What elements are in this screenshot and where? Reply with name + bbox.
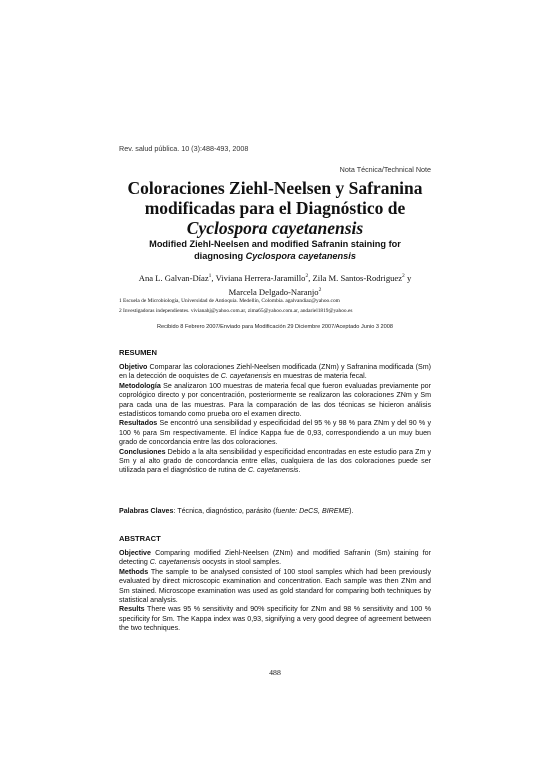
resultados-label: Resultados — [119, 419, 158, 428]
resumen-heading: RESUMEN — [119, 348, 157, 357]
objective-italic: C. cayetanensis — [149, 558, 201, 567]
title-line-3: Cyclospora cayetanensis — [186, 218, 364, 238]
conclusiones-text: Debido a la alta sensibilidad y especificidad encontradas en este estudio para Zm y Sm y al alto grado de concordancia entre ellas, cualquiera de las dos coloraciones puede ser utilizada para el diagnóstico de rutina de — [119, 447, 431, 475]
objetivo-italic: C. cayetanensis — [220, 372, 272, 381]
received-dates: Recibido 8 Febrero 2007/Enviado para Modificación 29 Diciembre 2007/Aceptado Junio 3 2008 — [156, 324, 394, 330]
keywords-label: Palabras Claves — [119, 507, 174, 515]
subtitle-prefix: diagnosing — [194, 250, 246, 261]
title-line-2: modificadas para el Diagnóstico de — [144, 198, 406, 218]
objetivo-label: Objetivo — [119, 363, 148, 371]
methods-text: The sample to be analysed consisted of 100 stool samples which had been previously evaluated by direct microscopic examination and concentration. Each sample was then ZNm and Sm stained. Microscope examination was used as gold standard for comparing both techniques by statistical analysis. — [119, 567, 431, 605]
objetivo-text: Comparar las coloraciones Ziehl-Neelsen modificada (ZNm) y Safranina modificada (Sm) en la detección de ooquistes de — [119, 363, 431, 381]
english-subtitle — [110, 239, 440, 262]
affiliations — [119, 296, 439, 316]
subtitle-line-2 — [110, 251, 440, 263]
subtitle-line-1: Modified Ziehl-Neelsen and modified Safranin staining for — [149, 239, 401, 249]
abstract-body — [119, 549, 431, 634]
journal-reference: Rev. salud pública. 10 (3):488-493, 2008 — [119, 144, 249, 153]
author-list — [110, 270, 440, 298]
metodologia-text: Se analizaron 100 muestras de materia fecal que fueron evaluadas previamente por coprológico directo y por concentración, posteriormente se realizaron las coloraciones ZNm y Sm para cada una de las muestras. Para la comparación de las dos técnicas se hicieron análisis estadísticos tomando como prueba oro el examen directo. — [119, 381, 431, 419]
subtitle-italic: Cyclospora cayetanensis — [245, 250, 356, 261]
keywords-source: fuente: DeCS, BIREME — [275, 507, 350, 515]
author-1-sup: 1 — [208, 273, 212, 279]
objective-tail: oocysts in stool samples. — [200, 558, 282, 567]
author-1: Ana L. Galvan-Díaz — [138, 272, 209, 283]
methods-label: Methods — [119, 567, 149, 576]
authors-line-1 — [110, 270, 440, 284]
page-number: 488 — [269, 668, 281, 677]
objective-text: Comparing modified Ziehl-Neelsen (ZNm) and modified Safranin (Sm) staining for detecting — [119, 549, 431, 567]
paper-title — [100, 178, 450, 238]
objective-label: Objective — [119, 549, 151, 557]
resumen-body — [119, 363, 431, 476]
resultados-text: Se encontró una sensibilidad y especificidad del 95 % y 98 % para ZNm y del 90 % y 100 % para Sm respectivamente. El índice Kappa fue de 0,93, correspondiendo a un muy buen grado de concordancia entre las dos coloraciones. — [119, 419, 431, 447]
resumen-resultados — [119, 419, 431, 447]
title-line-1: Coloraciones Ziehl-Neelsen y Safranina — [127, 178, 423, 198]
conclusiones-italic: C. cayetanensis — [247, 466, 299, 475]
abstract-results — [119, 605, 431, 633]
abstract-objective — [119, 549, 431, 568]
author-4: Marcela Delgado-Naranjo — [228, 286, 319, 297]
author-3-sup: 2 — [402, 273, 405, 279]
conclusiones-label: Conclusiones — [119, 447, 166, 456]
author-3: , Zila M. Santos-Rodriguez — [308, 272, 403, 283]
author-3-tail: y — [404, 272, 412, 283]
abstract-methods — [119, 568, 431, 606]
conclusiones-tail: . — [298, 466, 301, 475]
affiliation-2: 2 Investigadoras independientes. vivianahj@yahoo.com.ar, zima65@yahoo.com.ar, andariel1819@yahoo.es — [119, 308, 353, 314]
author-4-sup: 2 — [318, 286, 322, 293]
author-2-sup: 2 — [305, 273, 309, 279]
resumen-conclusiones — [119, 448, 431, 476]
keywords — [119, 507, 431, 515]
keywords-tail: ). — [349, 507, 354, 515]
objetivo-tail: en muestras de materia fecal. — [271, 372, 367, 381]
keywords-text: : Técnica, diagnóstico, parásito ( — [173, 507, 276, 515]
results-label: Results — [119, 605, 145, 614]
author-2: , Viviana Herrera-Jaramillo — [211, 272, 306, 283]
resumen-objetivo — [119, 363, 431, 382]
metodologia-label: Metodología — [119, 381, 161, 390]
resumen-metodologia — [119, 382, 431, 420]
abstract-heading: ABSTRACT — [119, 534, 161, 543]
affiliation-1: 1 Escuela de Microbiología, Universidad de Antioquia. Medellín, Colombia. agalvandiaz@yahoo.com — [119, 298, 340, 304]
note-label: Nota Técnica/Technical Note — [339, 165, 431, 174]
results-text: There was 95 % sensitivity and 90% specificity for ZNm and 98 % sensitivity and 100 % specificity for Sm. The Kappa index was 0,93, signifying a very good degree of agreement between the two techniques. — [119, 605, 431, 633]
